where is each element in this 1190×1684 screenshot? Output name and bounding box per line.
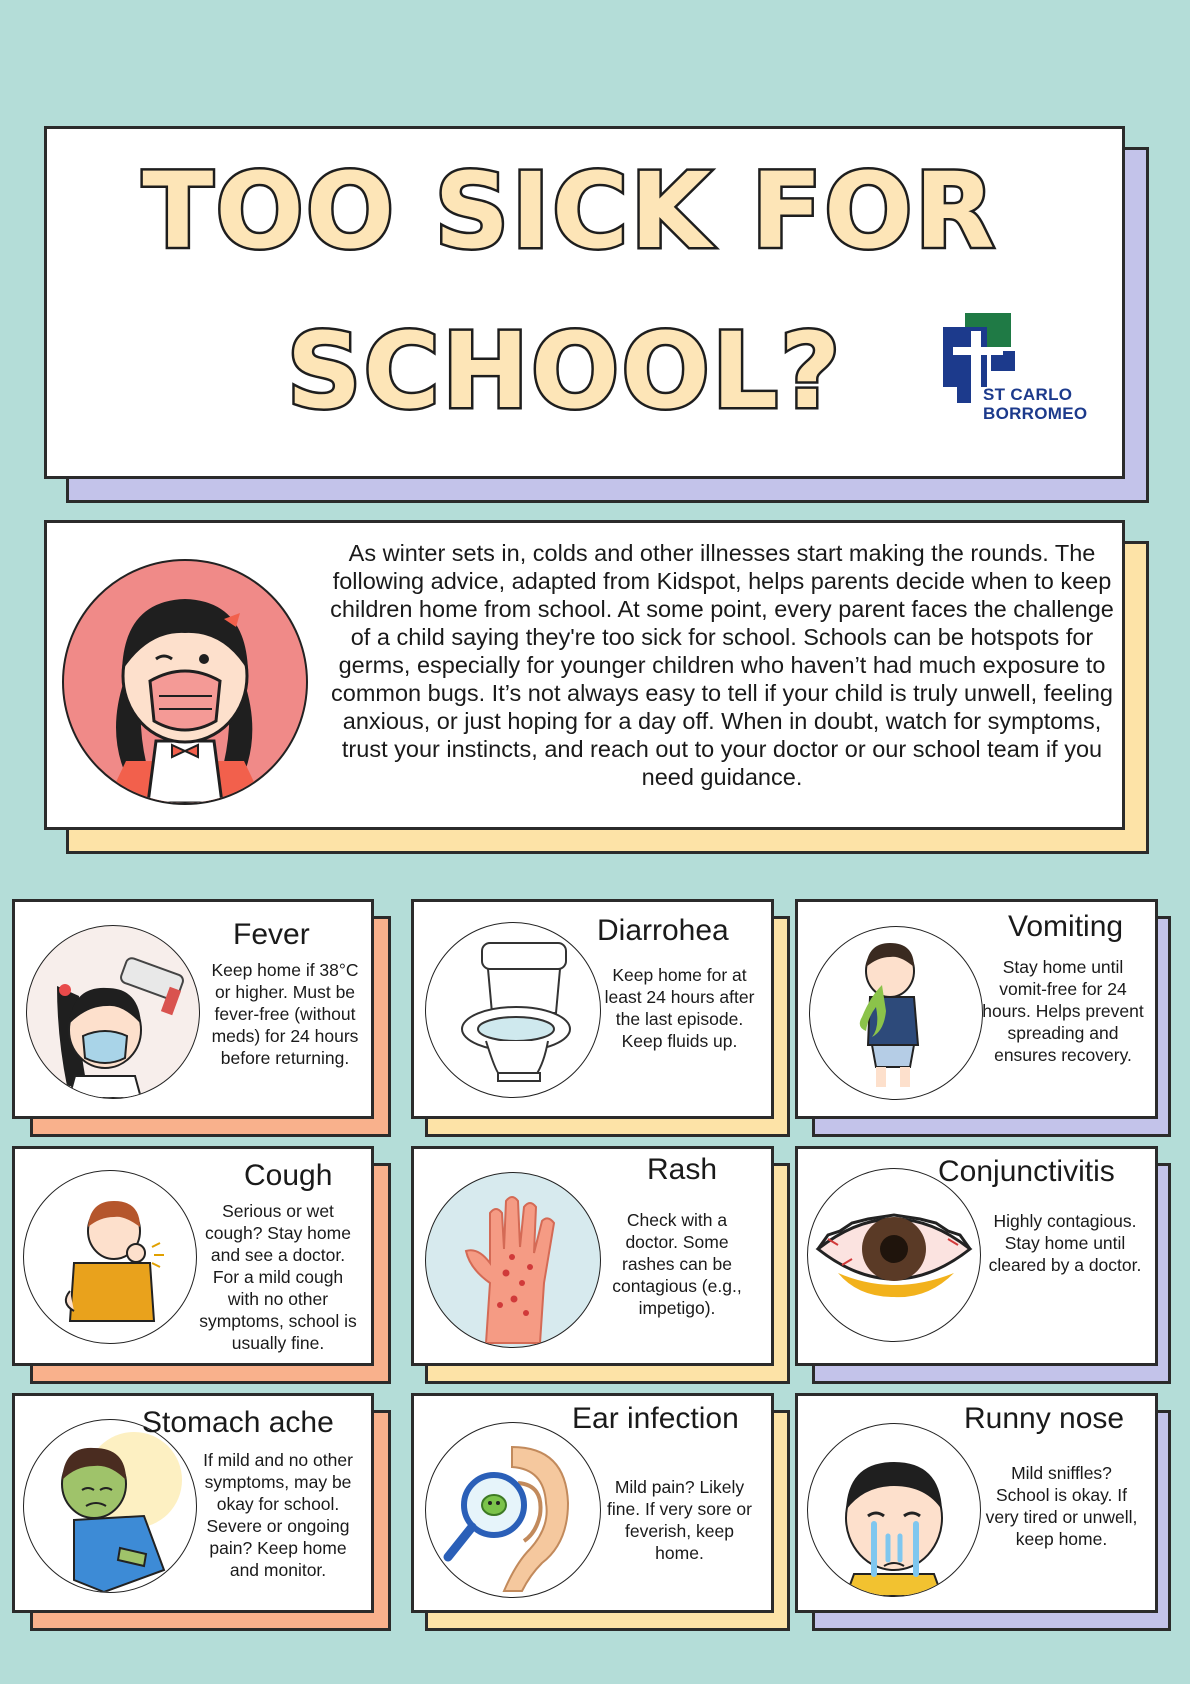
tile-runny-nose [795, 1393, 1158, 1613]
page-title-line-2: SCHOOL? [286, 310, 843, 432]
tile-stomach-ache-desc: If mild and no other symptoms, may be okay for school. Severe or ongoing pain? Keep home and monitor. [203, 1450, 353, 1580]
tile-vomiting [795, 899, 1158, 1119]
stomach-ache-child-icon [24, 1420, 196, 1592]
tile-rash-desc: Check with a doctor. Some rashes can be contagious (e.g., impetigo). [612, 1210, 742, 1318]
tile-stomach-ache [12, 1393, 374, 1613]
tile-runny-nose-title: Runny nose [964, 1402, 1125, 1435]
runny-nose-child-icon [808, 1424, 980, 1596]
tile-rash [411, 1146, 774, 1366]
ear-magnifier-icon [426, 1423, 600, 1597]
intro-card [44, 520, 1125, 830]
tile-rash-circle [425, 1172, 601, 1348]
intro-illustration-circle [62, 559, 308, 805]
fever-child-icon [27, 926, 199, 1098]
tile-stomach-ache-title: Stomach ache [142, 1406, 334, 1439]
intro-paragraph: As winter sets in, colds and other illnesses start making the rounds. The following advice, adapted from Kidspot, helps parents decide when to keep children home from school. At some point, every parent faces the challenge of a child saying they're too sick for school. Schools can be hotspots for germs, especially for younger children who haven’t had much exposure to common bugs. It’s not always easy to tell if your child is truly unwell, feeling anxious, or just hoping for a day off. When in doubt, watch for symptoms, trust your instincts, and reach out to your doctor or our school team if you need guidance. [330, 540, 1114, 790]
rash-hand-icon [426, 1173, 600, 1347]
tile-stomach-ache-circle [23, 1419, 197, 1593]
tile-diarrohea-desc: Keep home for at least 24 hours after the last episode. Keep fluids up. [604, 965, 755, 1051]
tile-diarrohea [411, 899, 774, 1119]
masked-girl-icon [64, 561, 306, 803]
tile-conjunctivitis [795, 1146, 1158, 1366]
tile-cough-title: Cough [244, 1159, 333, 1192]
tile-conjunctivitis-title: Conjunctivitis [938, 1155, 1115, 1188]
tile-diarrohea-title: Diarrohea [597, 914, 729, 947]
tile-vomiting-desc: Stay home until vomit-free for 24 hours. Helps prevent spreading and ensures recovery. [982, 957, 1144, 1065]
tile-cough [12, 1146, 374, 1366]
tile-ear-infection [411, 1393, 774, 1613]
tile-conjunctivitis-circle [807, 1168, 981, 1342]
tile-cough-circle [23, 1170, 197, 1344]
page-title-line-1: TOO SICK FOR [142, 150, 997, 272]
toilet-icon [426, 923, 600, 1097]
vomiting-child-icon [810, 927, 982, 1099]
tile-vomiting-circle [809, 926, 983, 1100]
tile-rash-title: Rash [647, 1153, 718, 1186]
tile-diarrohea-circle [425, 922, 601, 1098]
tile-fever-desc: Keep home if 38°C or higher. Must be fever-free (without meds) for 24 hours before returning. [211, 960, 359, 1068]
tile-runny-nose-circle [807, 1423, 981, 1597]
tile-fever-title: Fever [233, 918, 310, 951]
tile-ear-infection-desc: Mild pain? Likely fine. If very sore or feverish, keep home. [607, 1477, 752, 1563]
tile-conjunctivitis-desc: Highly contagious. Stay home until cleared by a doctor. [988, 1211, 1142, 1275]
tile-runny-nose-desc: Mild sniffles? School is okay. If very tired or unwell, keep home. [985, 1463, 1138, 1549]
red-eye-icon [808, 1169, 980, 1341]
tile-cough-desc: Serious or wet cough? Stay home and see a doctor. For a mild cough with no other symptoms, school is usually fine. [199, 1201, 357, 1353]
tile-vomiting-title: Vomiting [1008, 910, 1124, 943]
tile-fever [12, 899, 374, 1119]
title-card [44, 126, 1125, 479]
logo-text: ST CARLO BORROMEO [983, 385, 1088, 423]
coughing-child-icon [24, 1171, 196, 1343]
tile-fever-circle [26, 925, 200, 1099]
tile-ear-infection-title: Ear infection [572, 1402, 739, 1435]
tile-ear-infection-circle [425, 1422, 601, 1598]
school-logo [943, 313, 1123, 423]
